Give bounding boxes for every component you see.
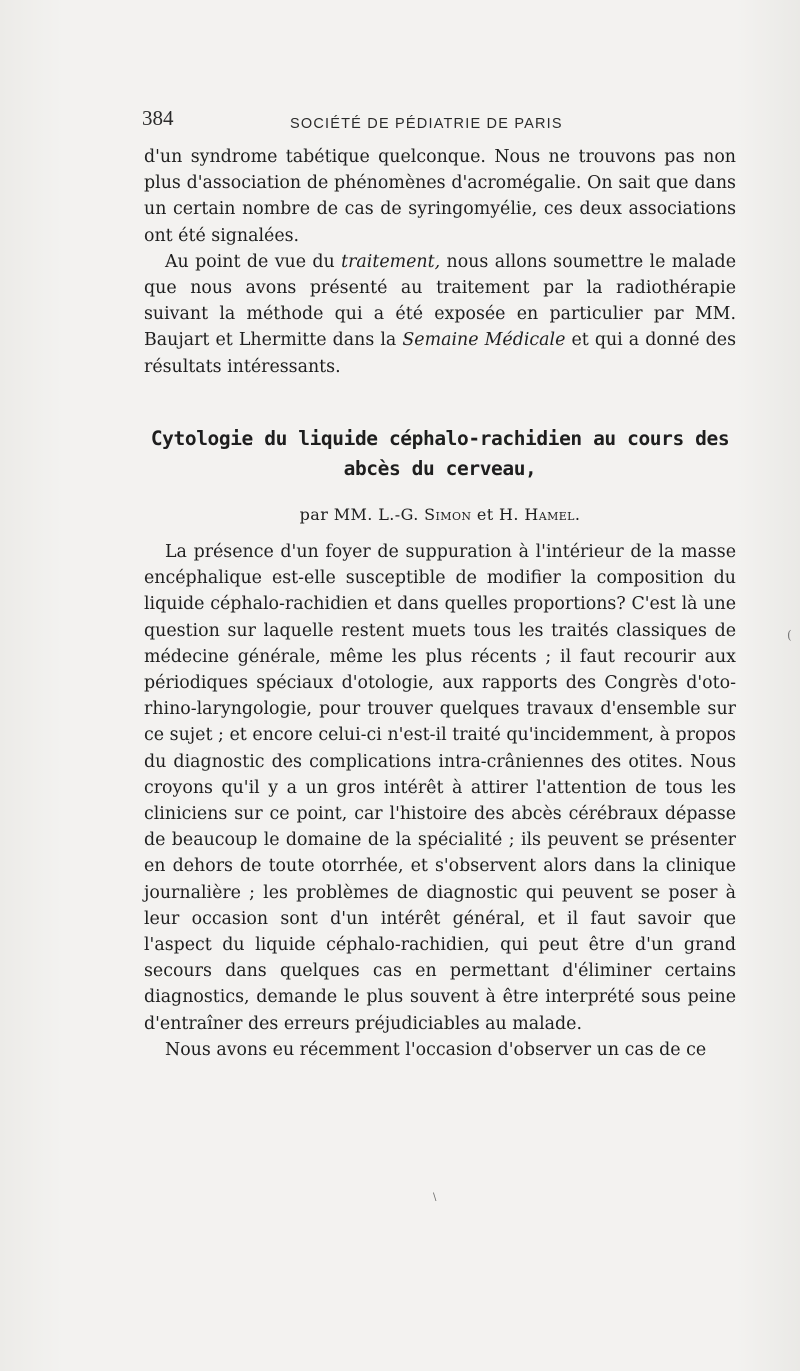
paragraph: La présence d'un foyer de suppuration à l'intérieur de la masse encéphalique est-elle susceptible de modifier la composition du liquide céphalo-rachidien et dans quelles proportions? C'est là une question sur laquelle restent muets tous les traités classiques de médecine générale, même les plus récents ; il faut recourir aux périodiques spéciaux d'otologie, aux rapports des Congrès d'oto-rhino-laryngologie, pour trouver quelques travaux d'ensemble sur ce sujet ; et encore celui-ci n'est-il traité qu'incidemment, à propos du diagnostic des complications intra-crâniennes des otites. Nous croyons qu'il y a un gros intérêt à attirer l'attention de tous les cliniciens sur ce point, car l'histoire des abcès cérébraux dépasse de beaucoup le domaine de la spécialité ; ils peuvent se présenter en dehors de toute otorrhée, et s'observent alors dans la clinique journalière ; les problèmes de diagnostic qui peuvent se poser à leur occasion sont d'un intérêt général, et il faut savoir que l'aspect du liquide céphalo-rachidien, qui peut être d'un grand secours dans quelques cas en permettant d'éliminer certains diagnostics, demande le plus souvent à être interprété sous peine d'entraîner des erreurs préjudiciables au malade. — [144, 542, 736, 1034]
treatment-paragraph — [144, 249, 736, 380]
article-title-line-2: abcès du cerveau, — [343, 457, 537, 480]
margin-mark: ( — [787, 628, 792, 642]
byline-joiner: et H. — [471, 505, 525, 524]
article-title — [144, 424, 736, 484]
paragraph: Nous avons eu récemment l'occasion d'observer un cas de ce — [165, 1039, 707, 1060]
emphasis-text: traitement, — [341, 251, 441, 272]
paragraph: d'un syndrome tabétique quelconque. Nous ne trouvons pas non plus d'association de phénomènes d'acromégalie. On sait que dans un certain nombre de cas de syringomyélie, ces deux associations ont été signalées. — [144, 147, 736, 246]
article-title-line-1: Cytologie du liquide céphalo-rachidien au cours des — [150, 427, 730, 450]
text-run: et qui a donné des résultats intéressants. — [144, 330, 737, 377]
text-run: Au point de vue du — [165, 251, 342, 272]
byline-prefix: par MM. L.-G. — [299, 505, 425, 524]
intro-text-block — [144, 144, 736, 380]
running-header: SOCIÉTÉ DE PÉDIATRIE DE PARIS — [290, 116, 563, 132]
author-name: Hamel. — [524, 505, 581, 524]
author-name: Simon — [424, 505, 472, 524]
text-run: nous allons soumettre le malade que nous avons présenté au traitement par la radiothérapie suivant la méthode qui a été exposée en particulier par MM. Baujart et Lhermitte dans la — [144, 251, 736, 351]
page-number: 384 — [142, 106, 174, 130]
article-byline — [144, 505, 736, 524]
article-body — [144, 539, 736, 1063]
journal-title: Semaine Médicale — [402, 330, 566, 351]
ink-speck: \ — [433, 1192, 437, 1203]
